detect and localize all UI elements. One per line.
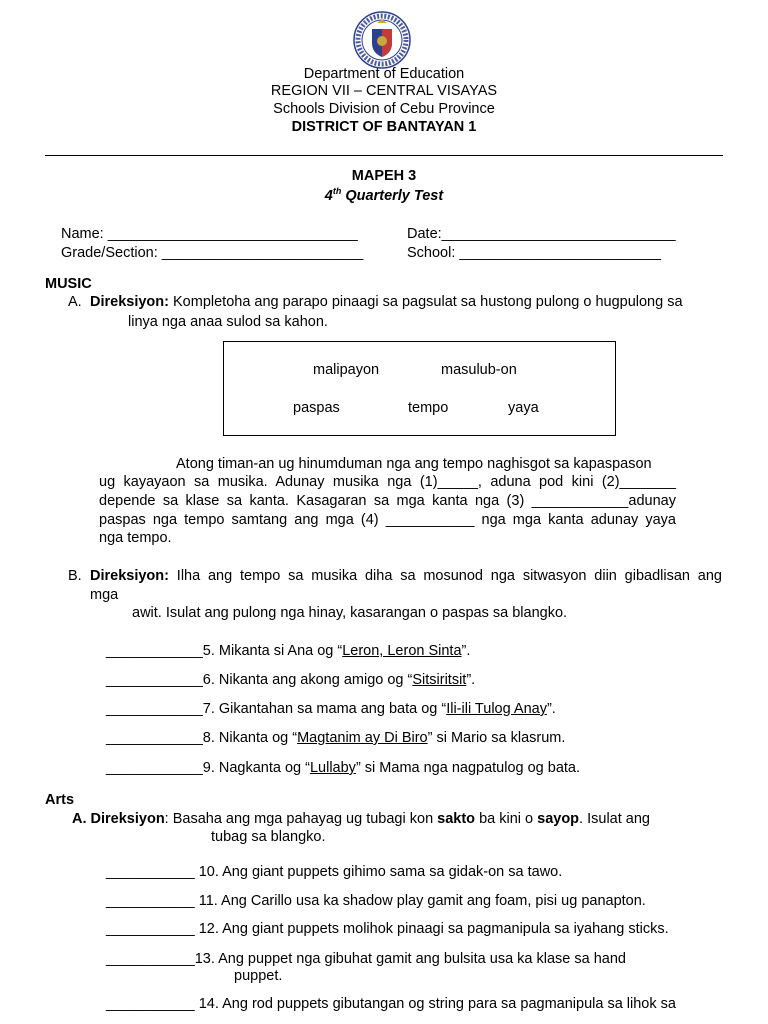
- arts-item[interactable]: ___________ 12. Ang giant puppets molihok pinaagi sa pagmanipula sa iyahang sticks.: [106, 921, 669, 937]
- song-title: Leron, Leron Sinta: [342, 643, 462, 659]
- item-text-end: ”.: [466, 672, 476, 688]
- name-field[interactable]: Name: _______________________________: [61, 226, 358, 242]
- music-a-direction: [90, 293, 683, 311]
- item-text: ____________6. Nikanta ang akong amigo og “: [106, 672, 413, 688]
- word-option: yaya: [508, 400, 539, 416]
- item-text: ____________5. Mikanta si Ana og “: [106, 643, 343, 659]
- music-b-label: Direksiyon:: [90, 568, 169, 584]
- header-department: Department of Education: [303, 66, 465, 82]
- header-divider: [45, 155, 723, 156]
- music-a-letter: A.: [68, 294, 82, 310]
- arts-heading: Arts: [45, 792, 75, 808]
- word-option: masulub-on: [441, 362, 517, 378]
- music-item[interactable]: [106, 671, 475, 689]
- grade-section-field[interactable]: Grade/Section: _________________________: [61, 245, 364, 261]
- music-b-direction-cont: mga: [90, 587, 119, 603]
- word-option: tempo: [408, 400, 449, 416]
- paragraph-line: paspas nga tempo samtang ang mga (4) ___________ nga mga kanta adunay yaya: [99, 512, 676, 528]
- word-option: malipayon: [313, 362, 380, 378]
- item-text: ____________7. Gikantahan sa mama ang bata og “: [106, 701, 447, 717]
- school-field[interactable]: School: _________________________: [407, 245, 661, 261]
- music-b-letter: B.: [68, 568, 82, 584]
- arts-a-text: : Basaha ang mga pahayag ug tubagi kon: [164, 811, 438, 827]
- paragraph-line: nga tempo.: [99, 530, 172, 546]
- song-title: Lullaby: [309, 760, 356, 776]
- arts-a-direction: [72, 810, 650, 828]
- arts-a-direction-cont: tubag sa blangko.: [211, 829, 326, 845]
- arts-a-label: A. Direksiyon: [72, 811, 165, 827]
- arts-a-text: ba kini o: [475, 811, 538, 827]
- date-field[interactable]: Date:_____________________________: [407, 226, 676, 242]
- item-text-end: ” si Mama nga nagpatulog og bata.: [355, 760, 581, 776]
- subject-title: MAPEH 3: [351, 168, 417, 184]
- music-a-text: Kompletoha ang parapo pinaagi sa pagsulat sa hustong pulong o hugpulong sa: [168, 294, 683, 310]
- song-title: Ili-ili Tulog Anay: [446, 701, 547, 717]
- paragraph-line: ug kayayaon sa musika. Adunay musika nga (1)_____, aduna pod kini (2)_______: [99, 474, 676, 490]
- music-b-direction: [90, 567, 722, 585]
- arts-item[interactable]: ___________ 11. Ang Carillo usa ka shadow play gamit ang foam, pisi ug panapton.: [106, 893, 646, 909]
- music-heading: MUSIC: [45, 276, 92, 292]
- song-title: Magtanim ay Di Biro: [297, 730, 428, 746]
- item-text: ____________8. Nikanta og “: [106, 730, 298, 746]
- arts-bold-sayop: sayop: [537, 811, 580, 827]
- item-text-end: ”.: [461, 643, 471, 659]
- song-title: Sitsiritsit: [412, 672, 467, 688]
- music-b-direction-cont2: awit. Isulat ang pulong nga hinay, kasarangan o paspas sa blangko.: [132, 605, 568, 621]
- arts-item[interactable]: ___________ 10. Ang giant puppets gihimo sama sa gidak-on sa tawo.: [106, 864, 563, 880]
- deped-seal: [353, 11, 411, 69]
- quarter-superscript: th: [332, 186, 342, 197]
- quarter-rest: Quarterly Test: [341, 188, 444, 204]
- item-text-end: ” si Mario sa klasrum.: [427, 730, 566, 746]
- word-box: [223, 341, 616, 436]
- seal-icon: [353, 11, 411, 69]
- item-text-end: ”.: [546, 701, 556, 717]
- music-a-direction-cont: linya nga anaa sulod sa kahon.: [128, 314, 328, 330]
- arts-a-text: . Isulat ang: [579, 811, 650, 827]
- quarter-number: 4: [324, 188, 333, 204]
- music-b-text: Ilha ang tempo sa musika diha sa mosunod nga sitwasyon diin gibadlisan ang: [168, 568, 722, 584]
- arts-item[interactable]: ___________13. Ang puppet nga gibuhat gamit ang bulsita usa ka klase sa hand: [106, 951, 626, 967]
- arts-bold-sakto: sakto: [437, 811, 476, 827]
- music-item[interactable]: [106, 729, 565, 747]
- word-option: paspas: [293, 400, 340, 416]
- music-a-label: Direksiyon:: [90, 294, 169, 310]
- header-division: Schools Division of Cebu Province: [273, 101, 495, 117]
- paragraph-line: Atong timan-an ug hinumduman nga ang tempo naghisgot sa kapaspason: [176, 456, 652, 472]
- quarter-title: [0, 187, 768, 205]
- arts-item-cont: puppet.: [234, 968, 283, 984]
- header-region: REGION VII – CENTRAL VISAYAS: [270, 83, 498, 99]
- music-item[interactable]: [106, 700, 556, 718]
- item-text: ____________9. Nagkanta og “: [106, 760, 310, 776]
- arts-item[interactable]: ___________ 14. Ang rod puppets gibutangan og string para sa pagmanipula sa lihok sa: [106, 996, 676, 1012]
- music-item[interactable]: [106, 642, 470, 660]
- music-item[interactable]: [106, 759, 580, 777]
- header-district: DISTRICT OF BANTAYAN 1: [291, 119, 477, 135]
- paragraph-line: depende sa klase sa kanta. Kasagaran sa mga kanta nga (3) ____________adunay: [99, 493, 676, 509]
